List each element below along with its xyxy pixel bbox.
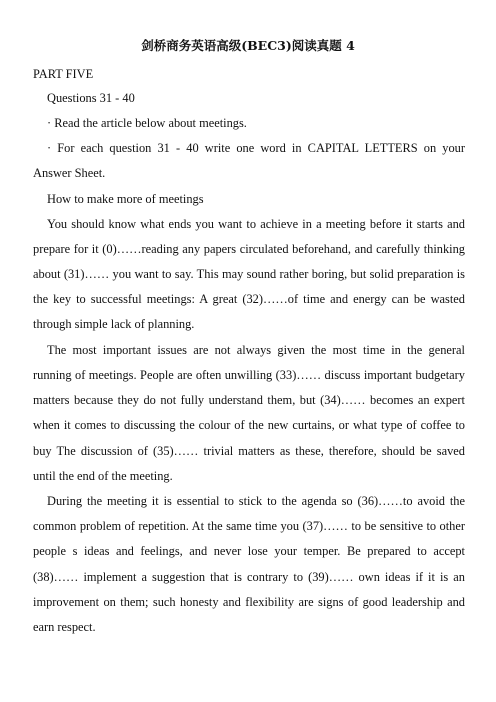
instruction-2-cont: Answer Sheet. bbox=[33, 166, 106, 180]
instruction-2: · For each question 31 - 40 write one word in CAPITAL LETTERS on your bbox=[47, 141, 465, 155]
article-line: the key to successful meetings: A great (32)……of time and energy can be wasted bbox=[33, 292, 465, 306]
article-line: prepare for it (0)……reading any papers circulated beforehand, and carefully thinking bbox=[33, 242, 465, 256]
article-line: The most important issues are not always given the most time in the general bbox=[47, 343, 465, 357]
article-line: (38)…… implement a suggestion that is contrary to (39)…… own ideas if it is an bbox=[33, 570, 465, 584]
article-line: running of meetings. People are often unwilling (33)…… discuss important budgetary bbox=[33, 368, 465, 382]
article-line: when it comes to discussing the colour of the new curtains, or what type of coffee to bbox=[33, 418, 465, 432]
questions-heading: Questions 31 - 40 bbox=[47, 91, 135, 105]
article-line: During the meeting it is essential to stick to the agenda so (36)……to avoid the bbox=[47, 494, 465, 508]
article-title: How to make more of meetings bbox=[47, 192, 204, 206]
article-line: matters because they do not fully understand them, but (34)…… becomes an expert bbox=[33, 393, 465, 407]
article-line: You should know what ends you want to achieve in a meeting before it starts and bbox=[47, 217, 465, 231]
article-line: buy The discussion of (35)…… trivial matters as these, therefore, should be saved bbox=[33, 444, 465, 458]
article-line: earn respect. bbox=[33, 620, 96, 634]
page-title: 剑桥商务英语高级(BEC3)阅读真题 4 bbox=[141, 38, 355, 53]
article-line: about (31)…… you want to say. This may sound rather boring, but solid preparation is bbox=[33, 267, 465, 281]
article-line: until the end of the meeting. bbox=[33, 469, 173, 483]
instruction-1: · Read the article below about meetings. bbox=[47, 116, 247, 130]
article-line: people s ideas and feelings, and never lose your temper. Be prepared to accept bbox=[33, 544, 465, 558]
article-line: common problem of repetition. At the same time you (37)…… to be sensitive to other bbox=[33, 519, 465, 533]
article-line: improvement on them; such honesty and flexibility are signs of good leadership and bbox=[33, 595, 465, 609]
part-heading: PART FIVE bbox=[33, 67, 94, 81]
article-line: through simple lack of planning. bbox=[33, 317, 195, 331]
